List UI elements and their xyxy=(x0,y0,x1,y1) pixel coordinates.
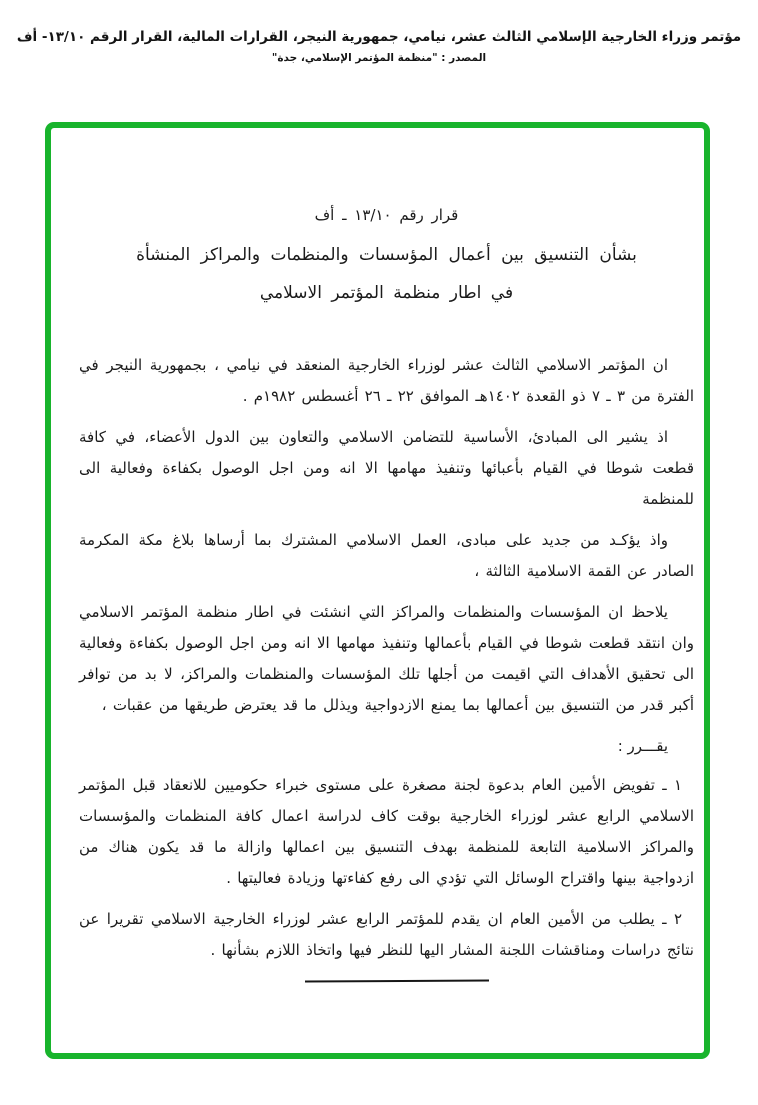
document-body xyxy=(51,128,704,1053)
green-frame xyxy=(45,122,710,1059)
decree-subject-title: بشأن التنسيق بين أعمال المؤسسات والمنظمات والمراكز المنشأة xyxy=(136,245,637,265)
scanned-document-page xyxy=(0,27,758,1105)
header-citation: مؤتمر وزراء الخارجية الإسلامي الثالث عشر، نيامي، جمهورية النيجر، القرارات المالية، القرار الرقم ١٣/١٠- أف xyxy=(16,29,742,45)
decree-number-title: قرار رقم ١٣/١٠ ـ أف xyxy=(314,206,459,224)
preamble-paragraph-2: اذ يشير الى المبادئ، الأساسية للتضامن الاسلامي والتعاون بين الدول الأعضاء، في كافة قطعت شوطا في القيام بأعبائها وتنفيذ مهامها الا انه ومن اجل الوصول بكفاءة وفعالية الى للمنظمة xyxy=(79,428,694,508)
decides-label: يقـــرر : xyxy=(617,737,668,755)
resolution-item-1: ١ ـ تفويض الأمين العام بدعوة لجنة مصغرة على مستوى خبراء حكوميين للانعقاد قبل المؤتمر الاسلامي الرابع عشر لوزراء الخارجية بوقت كاف لدراسة اعمال كافة المنظمات والمؤسسات والمراكز الاسلامية التابعة للمنظمة بهدف التنسيق بين اعمالها وازالة ما قد يكون هناك من ازدواجية بينها واقتراح الوسائل التي تؤدي الى رفع كفاءتها وزيادة فعاليتها . xyxy=(79,776,694,887)
preamble-paragraph-3: واذ يؤكـد من جديد على مبادى، العمل الاسلامي المشترك بما أرساها بلاغ مكة المكرمة الصادر عن القمة الاسلامية الثالثة ، xyxy=(79,531,694,580)
preamble-paragraph-1: ان المؤتمر الاسلامي الثالث عشر لوزراء الخارجية المنعقد في نيامي ، بجمهورية النيجر في الفترة من ٣ ـ ٧ ذو القعدة ١٤٠٢هـ الموافق ٢٢ ـ ٢٦ أغسطس ١٩٨٢م . xyxy=(79,356,694,405)
header-source: المصدر : "منظمة المؤتمر الإسلامي، جدة" xyxy=(271,52,487,64)
resolution-item-2: ٢ ـ يطلب من الأمين العام ان يقدم للمؤتمر الرابع عشر لوزراء الخارجية الاسلامي تقريرا عن نتائج دراسات ومناقشات اللجنة المشار اليها للنظر فيها واتخاذ اللازم بشأنها . xyxy=(79,910,694,959)
decree-subject-subtitle: في اطار منظمة المؤتمر الاسلامي xyxy=(259,283,514,303)
preamble-paragraph-4: يلاحظ ان المؤسسات والمنظمات والمراكز التي انشئت في اطار منظمة المؤتمر الاسلامي وان انتقد قطعت شوطا في القيام بأعمالها وتنفيذ مهامها الا انه ومن اجل الوصول بكفاءة وفعالية الى تحقيق الأهداف التي اقيمت من أجلها تلك المؤسسات والمنظمات والمراكز، لا بد من توافر أكبر قدر من التنسيق بين أعمالها بما يمنع الازدواجية ويذلل ما قد يعترض طريقها من عقبات ، xyxy=(79,603,694,714)
document-header xyxy=(0,27,758,66)
